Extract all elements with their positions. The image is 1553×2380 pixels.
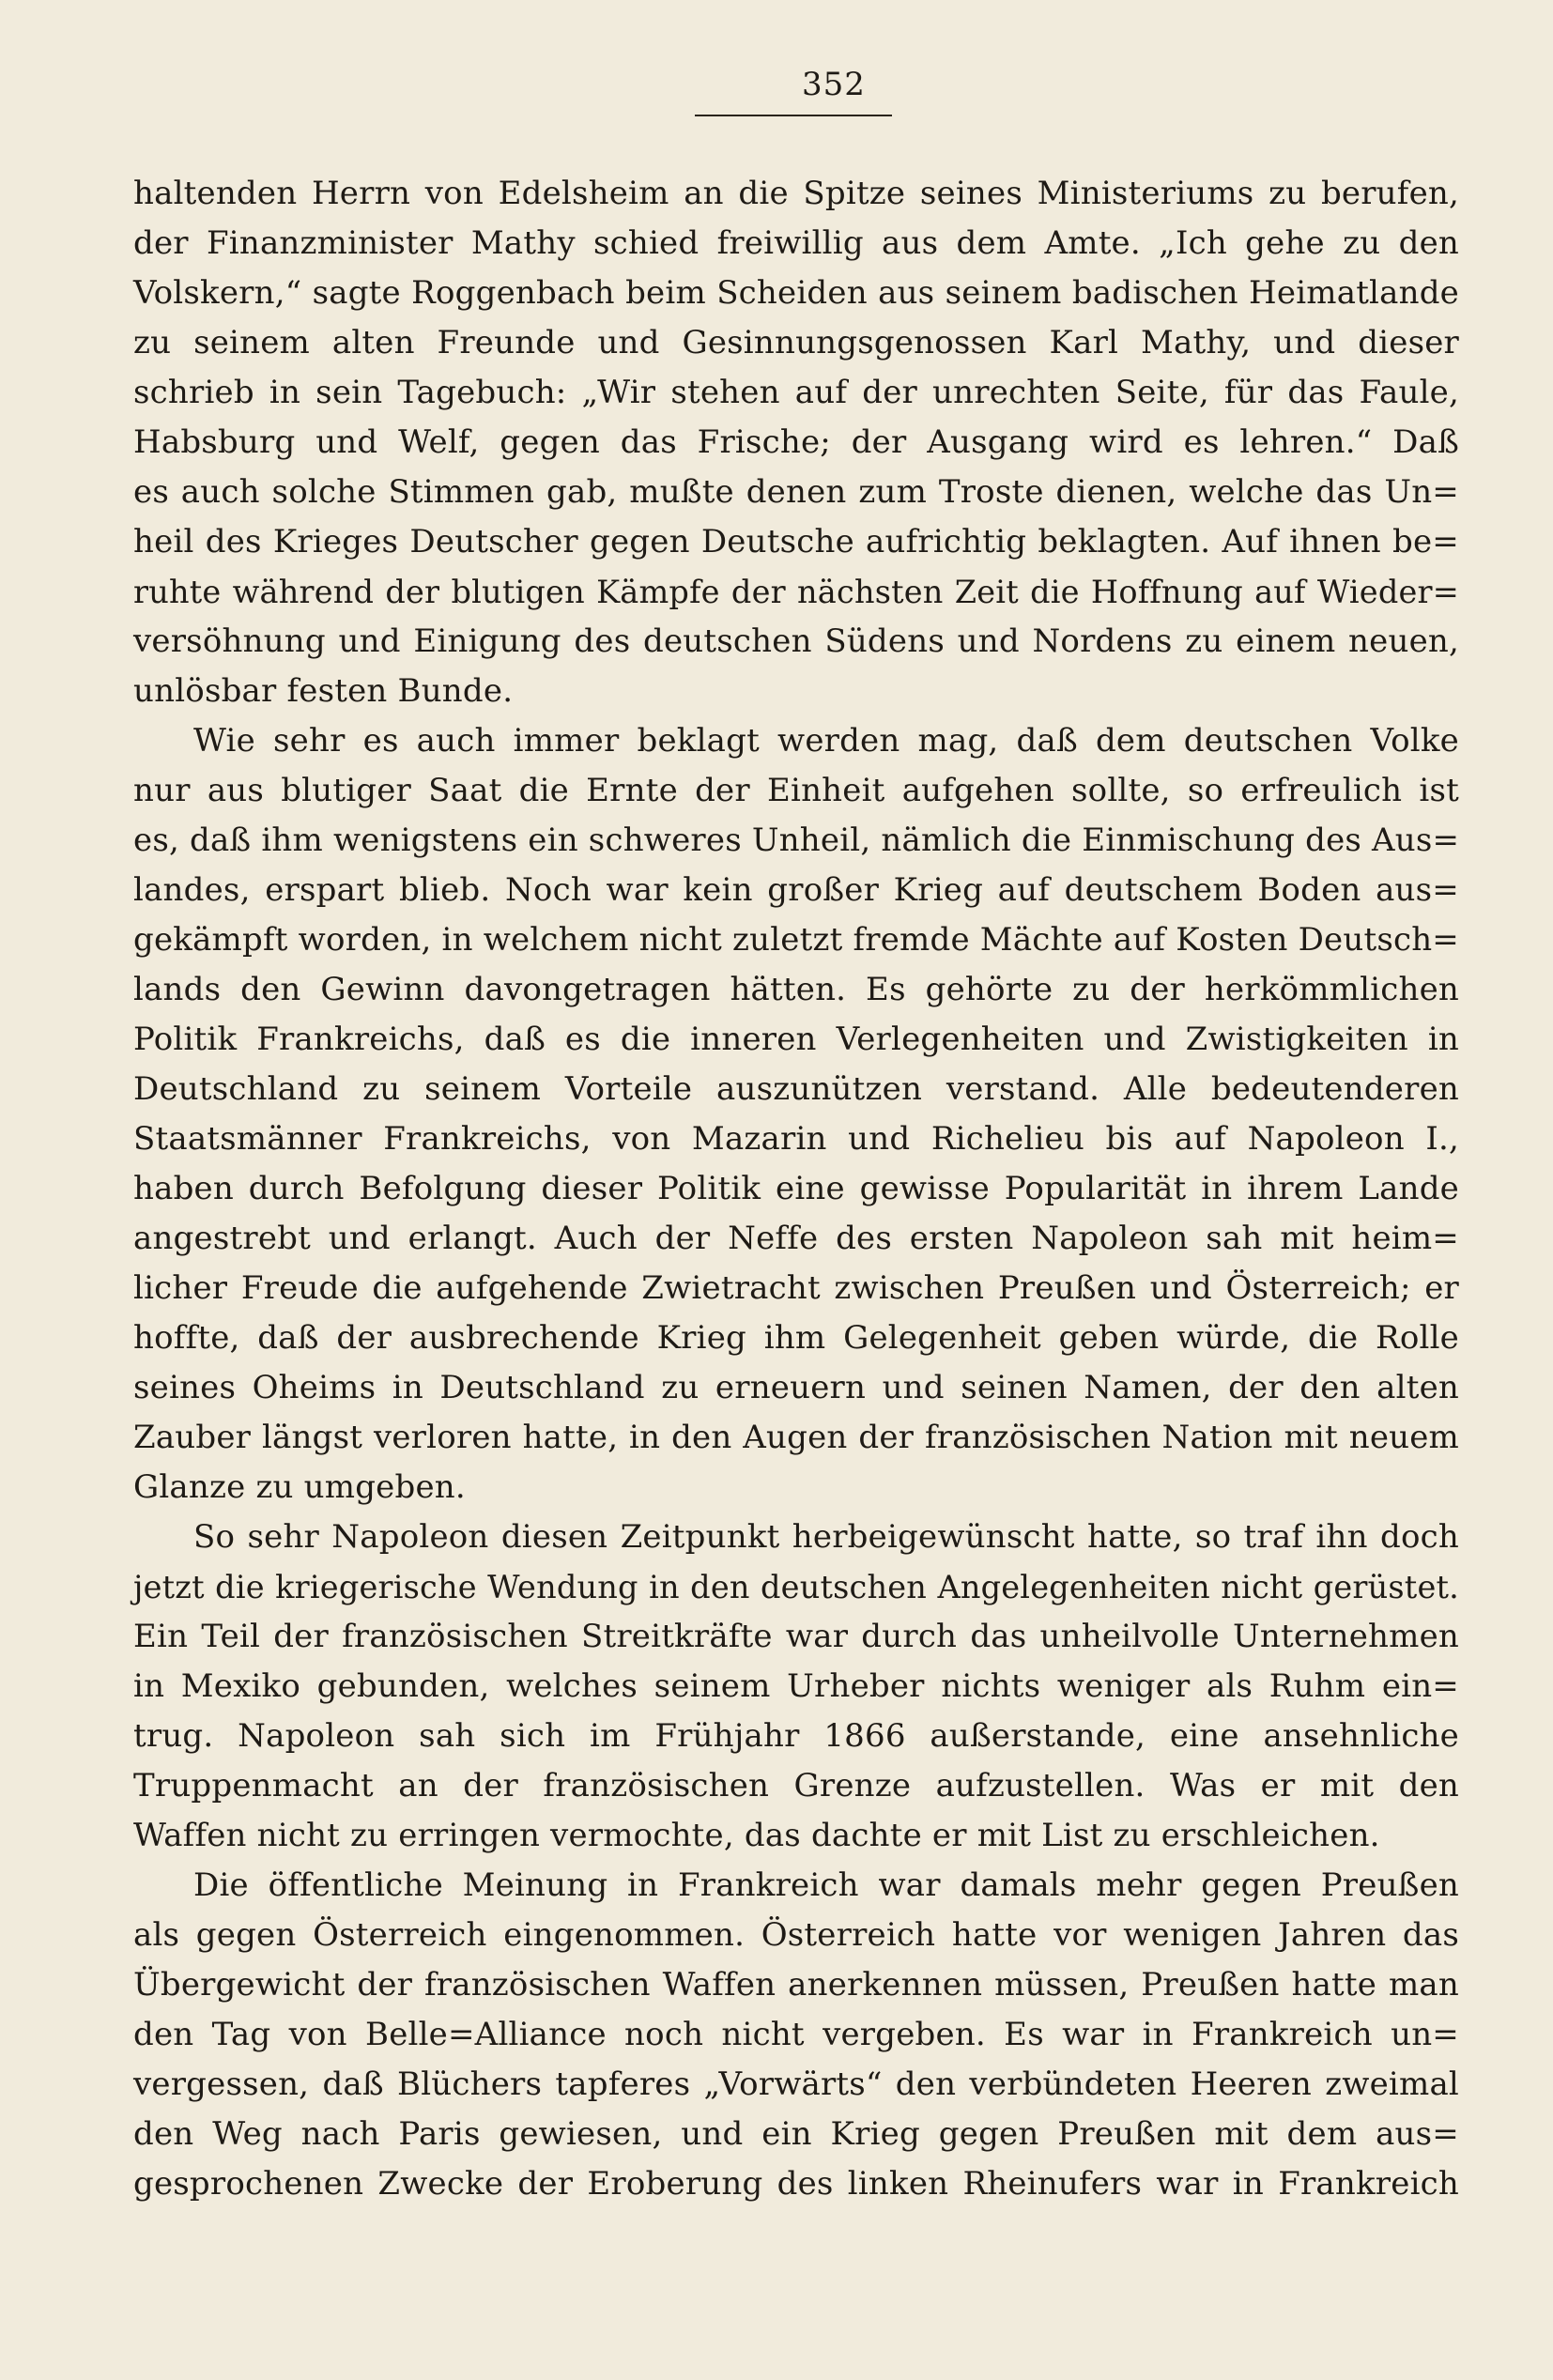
text-line: in Mexiko gebunden, welches seinem Urheber nichts weniger als Ruhm ein=: [133, 1667, 1459, 1705]
text-line: gesprochenen Zwecke der Eroberung des linken Rheinufers war in Frankreich: [133, 2165, 1459, 2203]
text-line: heil des Krieges Deutscher gegen Deutsche aufrichtig beklagten. Auf ihnen be=: [133, 523, 1459, 560]
text-line: den Weg nach Paris gewiesen, und ein Krieg gegen Preußen mit dem aus=: [133, 2115, 1459, 2153]
text-line: lands den Gewinn davongetragen hätten. Es gehörte zu der herkömmlichen: [133, 971, 1459, 1008]
text-line: jetzt die kriegerische Wendung in den deutschen Angelegenheiten nicht gerüstet.: [133, 1569, 1459, 1605]
text-line: es auch solche Stimmen gab, mußte denen zum Troste dienen, welche das Un=: [133, 473, 1459, 511]
text-line: zu seinem alten Freunde und Gesinnungsgenossen Karl Mathy, und dieser: [133, 324, 1459, 361]
text-line: schrieb in sein Tagebuch: „Wir stehen auf der unrechten Seite, für das Faule,: [133, 374, 1459, 411]
text-line: der Finanzminister Mathy schied freiwillig aus dem Amte. „Ich gehe zu den: [133, 224, 1459, 262]
text-line: haltenden Herrn von Edelsheim an die Spitze seines Ministeriums zu berufen,: [133, 175, 1459, 212]
header-rule: [695, 115, 892, 116]
text-line: So sehr Napoleon diesen Zeitpunkt herbeigewünscht hatte, so traf ihn doch: [193, 1518, 1459, 1556]
text-line: es, daß ihm wenigstens ein schweres Unheil, nämlich die Einmischung des Aus=: [133, 821, 1460, 859]
text-line: Ein Teil der französischen Streitkräfte war durch das unheilvolle Unternehmen: [133, 1618, 1459, 1655]
text-line: Politik Frankreichs, daß es die inneren Verlegenheiten und Zwistigkeiten in: [133, 1021, 1459, 1058]
text-line: haben durch Befolgung dieser Politik eine gewisse Popularität in ihrem Lande: [133, 1170, 1459, 1207]
text-line: Übergewicht der französischen Waffen anerkennen müssen, Preußen hatte man: [133, 1966, 1459, 2004]
text-line: versöhnung und Einigung des deutschen Südens und Nordens zu einem neuen,: [133, 622, 1459, 660]
text-line: als gegen Österreich eingenommen. Österreich hatte vor wenigen Jahren das: [133, 1916, 1459, 1954]
text-line: Wie sehr es auch immer beklagt werden mag, daß dem deutschen Volke: [193, 722, 1459, 760]
text-line: Truppenmacht an der französischen Grenze aufzustellen. Was er mit den: [133, 1767, 1459, 1804]
text-line: Zauber längst verloren hatte, in den Augen der französischen Nation mit neuem: [133, 1419, 1459, 1456]
text-line: Habsburg und Welf, gegen das Frische; der Ausgang wird es lehren.“ Daß: [133, 423, 1459, 461]
text-line: den Tag von Belle=Alliance noch nicht vergeben. Es war in Frankreich un=: [133, 2016, 1459, 2053]
text-line: seines Oheims in Deutschland zu erneuern und seinen Namen, der den alten: [133, 1369, 1459, 1406]
text-line: Staatsmänner Frankreichs, von Mazarin und Richelieu bis auf Napoleon I.,: [133, 1120, 1459, 1158]
text-line: vergessen, daß Blüchers tapferes „Vorwärts“ den verbündeten Heeren zweimal: [133, 2065, 1459, 2103]
text-line: angestrebt und erlangt. Auch der Neffe des ersten Napoleon sah mit heim=: [133, 1220, 1459, 1257]
text-line: Glanze zu umgeben.: [133, 1468, 466, 1506]
page-number: 352: [802, 66, 866, 103]
text-line: ruhte während der blutigen Kämpfe der nächsten Zeit die Hoffnung auf Wieder=: [133, 574, 1459, 610]
text-line: licher Freude die aufgehende Zwietracht zwischen Preußen und Österreich; er: [133, 1269, 1459, 1307]
text-line: unlösbar festen Bunde.: [133, 672, 514, 710]
text-line: landes, erspart blieb. Noch war kein großer Krieg auf deutschem Boden aus=: [133, 871, 1459, 909]
book-page: [133, 58, 1459, 2349]
text-line: Deutschland zu seinem Vorteile auszunützen verstand. Alle bedeutenderen: [133, 1070, 1459, 1108]
text-line: nur aus blutiger Saat die Ernte der Einheit aufgehen sollte, so erfreulich ist: [133, 772, 1459, 809]
text-line: Die öffentliche Meinung in Frankreich war damals mehr gegen Preußen: [193, 1866, 1459, 1904]
text-line: Waffen nicht zu erringen vermochte, das dachte er mit List zu erschleichen.: [133, 1817, 1380, 1854]
text-line: hoffte, daß der ausbrechende Krieg ihm Gelegenheit geben würde, die Rolle: [133, 1319, 1459, 1357]
body-text: [133, 169, 1459, 2209]
text-line: trug. Napoleon sah sich im Frühjahr 1866 außerstande, eine ansehnliche: [133, 1717, 1459, 1755]
text-line: Volskern,“ sagte Roggenbach beim Scheiden aus seinem badischen Heimatlande: [133, 274, 1459, 312]
text-line: gekämpft worden, in welchem nicht zuletzt fremde Mächte auf Kosten Deutsch=: [133, 921, 1459, 959]
